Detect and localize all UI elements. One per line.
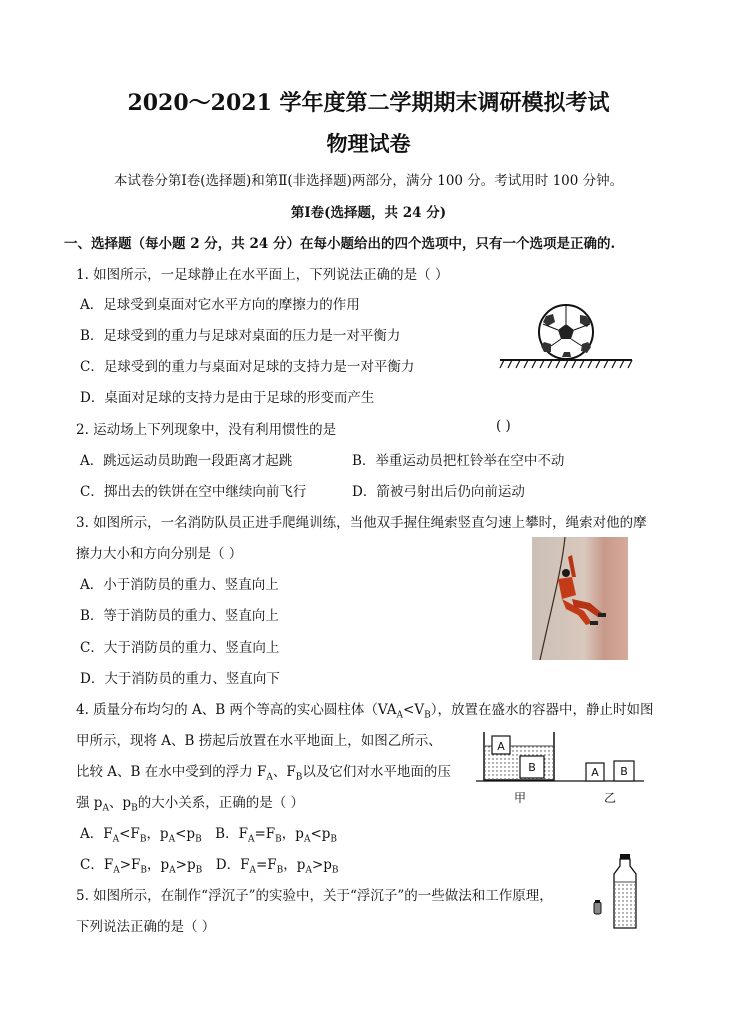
- q4-line1: 4. 质量分布均匀的 A、B 两个等高的实心圆柱体$(VA_A<V_B)$，放置在盛水的容器中，静止时如图: [76, 702, 654, 721]
- q4-line1-text: 4. 质量分布均匀的 A、B 两个等高的实心圆柱体（V: [76, 702, 387, 718]
- block-b-label-yi: B: [620, 765, 628, 778]
- q3-option-d: D．大于消防员的重力、竖直向下: [80, 671, 280, 687]
- q2-option-b: B．举重运动员把杠铃举在空中不动: [352, 453, 565, 469]
- q4-line2: 甲所示，现将 A、B 捞起后放置在水平地面上，如图乙所示、: [76, 733, 442, 749]
- q3-stem-line1: 3. 如图所示，一名消防队员正进手爬绳训练，当他双手握住绳索竖直匀速上攀时，绳索对他的摩: [76, 515, 647, 531]
- soccer-ball-figure: [498, 302, 634, 372]
- q2-stem: 2. 运动场上下列现象中，没有利用惯性的是: [76, 422, 337, 438]
- q4-line4: 强 $p_A$、$p_B$的大小关系，正确的是（ ）: [76, 795, 305, 814]
- q4-line3-end: 以及它们对水平地面的压: [302, 764, 451, 780]
- q3-option-c: C．大于消防员的重力、竖直向上: [80, 640, 280, 656]
- q4-line3-text: 比较 A、B 在水中受到的浮力 F: [76, 764, 267, 780]
- block-b-label-jia: B: [528, 761, 536, 774]
- section-heading: 一、选择题（每小题 2 分，共 24 分）在每小题给出的四个选项中，只有一个选项是正确的.: [64, 236, 616, 252]
- q3-stem-line2: 擦力大小和方向分别是（ ）: [76, 546, 243, 562]
- q4-line1-end: ），放置在盛水的容器中，静止时如图: [430, 702, 654, 718]
- exam-title: 2020～2021 学年度第二学期期末调研模拟考试: [127, 90, 610, 116]
- q5-stem-line2: 下列说法正确的是（ ）: [76, 919, 216, 935]
- q4-options-ab: A．$F_A<F_B$，$p_A<p_B$ B．$F_A=F_B$，$p_A<p_B$: [80, 826, 338, 845]
- q3-option-b: B．等于消防员的重力、竖直向上: [80, 608, 279, 624]
- block-a-label-yi: A: [591, 766, 599, 779]
- q5-stem-line1: 5. 如图所示，在制作“浮沉子”的实验中，关于“浮沉子”的一些做法和工作原理，: [76, 888, 553, 904]
- q2-option-c: C．掷出去的铁饼在空中继续向前飞行: [80, 484, 307, 500]
- cartesian-diver-bottle-figure: [590, 852, 640, 932]
- figure-jia-label: 甲: [514, 791, 527, 805]
- block-a-label-jia: A: [497, 740, 505, 753]
- firefighter-climbing-photo: [532, 537, 628, 660]
- q4-options-cd: C．$F_A>F_B$，$p_A>p_B$ D．$F_A=F_B$，$p_A>p_B$: [80, 857, 339, 876]
- q1-option-c: C．足球受到的重力与桌面对足球的支持力是一对平衡力: [80, 359, 415, 375]
- q4-line4-text: 强 p: [76, 795, 103, 811]
- q1-option-a: A．足球受到桌面对它水平方向的摩擦力的作用: [80, 297, 360, 313]
- q4-line3: 比较 A、B 在水中受到的浮力 $F_A$、$F_B$以及它们对水平地面的压: [76, 764, 451, 783]
- q4-line4-end: 的大小关系，正确的是（ ）: [137, 795, 305, 811]
- part-heading: 第Ⅰ卷(选择题，共 24 分): [290, 205, 447, 221]
- q3-option-a: A．小于消防员的重力、竖直向上: [80, 577, 279, 593]
- buoyancy-figure: [476, 722, 646, 810]
- exam-subtitle: 物理试卷: [326, 131, 411, 156]
- q1-option-d: D．桌面对足球的支持力是由于足球的形变而产生: [80, 390, 375, 406]
- q1-option-b: B．足球受到的重力与足球对桌面的压力是一对平衡力: [80, 328, 401, 344]
- q2-option-a: A．跳远运动员助跑一段距离才起跳: [80, 453, 293, 469]
- exam-intro: 本试卷分第Ⅰ卷(选择题)和第Ⅱ(非选择题)两部分，满分 100 分。考试用时 100 分钟。: [113, 173, 624, 189]
- q1-stem: 1. 如图所示，一足球静止在水平面上，下列说法正确的是（ ）: [76, 267, 449, 283]
- figure-yi-label: 乙: [604, 791, 617, 805]
- q2-option-d: D．箭被弓射出后仍向前运动: [352, 484, 525, 500]
- q2-blank: ( ): [496, 418, 511, 434]
